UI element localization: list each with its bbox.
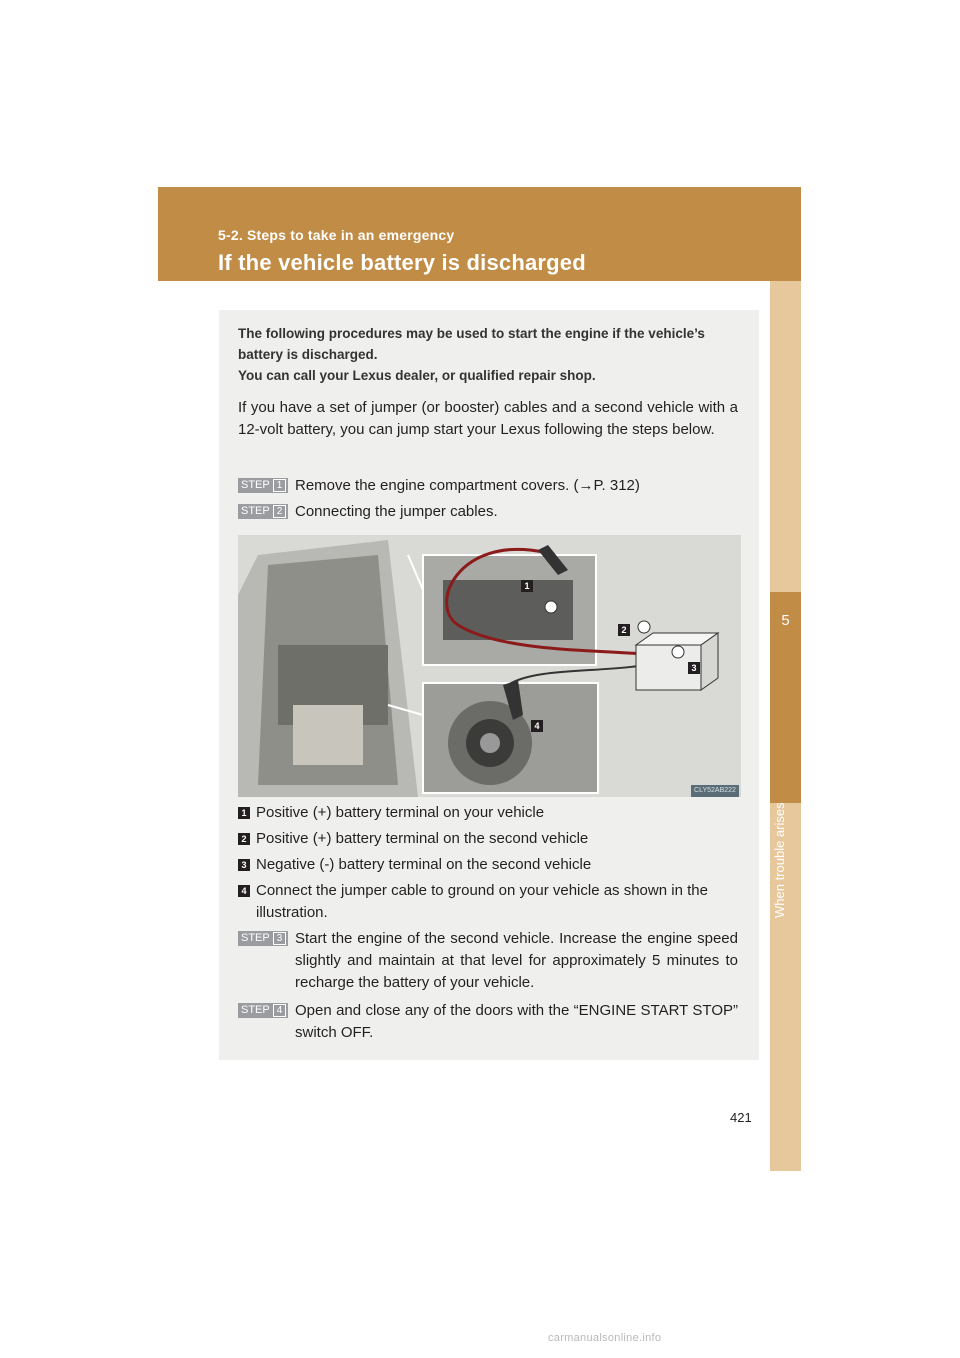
step-text: Remove the engine compartment covers. (→P. 312) bbox=[295, 477, 640, 494]
legend-marker: 1 bbox=[238, 807, 250, 819]
page-number: 421 bbox=[730, 1110, 752, 1125]
legend-text: Negative (-) battery terminal on the second vehicle bbox=[256, 856, 592, 873]
chapter-number: 5 bbox=[781, 612, 790, 629]
section-label: 5-2. Steps to take in an emergency bbox=[218, 227, 455, 243]
step-text: Open and close any of the doors with the “ENGINE START STOP” switch OFF. bbox=[295, 1002, 738, 1041]
legend-marker: 2 bbox=[238, 833, 250, 845]
body-paragraph: If you have a set of jumper (or booster) cables and a second vehicle with a 12-volt battery, you can jump start your Lexus following the steps below. bbox=[238, 399, 738, 438]
watermark[interactable]: carmanualsonline.info bbox=[548, 1332, 662, 1344]
callout-2: 2 bbox=[621, 625, 627, 635]
jumper-cable-illustration bbox=[238, 535, 741, 797]
step-badge: STEP 3 bbox=[238, 931, 288, 946]
step-text: Connecting the jumper cables. bbox=[295, 503, 498, 520]
callout-1: 1 bbox=[524, 581, 530, 591]
illustration-code: CLY52AB222 bbox=[691, 785, 739, 797]
step-badge: STEP 4 bbox=[238, 1003, 288, 1018]
step-badge: STEP 2 bbox=[238, 504, 288, 519]
legend-text: Positive (+) battery terminal on your vehicle bbox=[256, 804, 545, 821]
legend-marker: 3 bbox=[238, 859, 250, 871]
callout-4: 4 bbox=[534, 721, 540, 731]
chapter-label: When trouble arises bbox=[772, 802, 787, 918]
step-badge: STEP 1 bbox=[238, 478, 288, 493]
page-title: If the vehicle battery is discharged bbox=[218, 250, 586, 275]
legend-text: Positive (+) battery terminal on the second vehicle bbox=[256, 830, 589, 847]
intro-line: You can call your Lexus dealer, or qualified repair shop. bbox=[238, 368, 596, 383]
legend-marker: 4 bbox=[238, 885, 250, 897]
step-text: Start the engine of the second vehicle. Increase the engine speed slightly and maintain at that level for approximately 5 minutes to recharge the battery of your vehicle. bbox=[295, 930, 738, 991]
legend-text: Connect the jumper cable to ground on your vehicle as shown in the illustration. bbox=[256, 882, 708, 921]
battery-diagram bbox=[238, 535, 741, 797]
intro-line: The following procedures may be used to start the engine if the vehicle’s battery is discharged. bbox=[238, 326, 705, 362]
callout-3: 3 bbox=[691, 663, 697, 673]
intro-text bbox=[238, 323, 738, 386]
